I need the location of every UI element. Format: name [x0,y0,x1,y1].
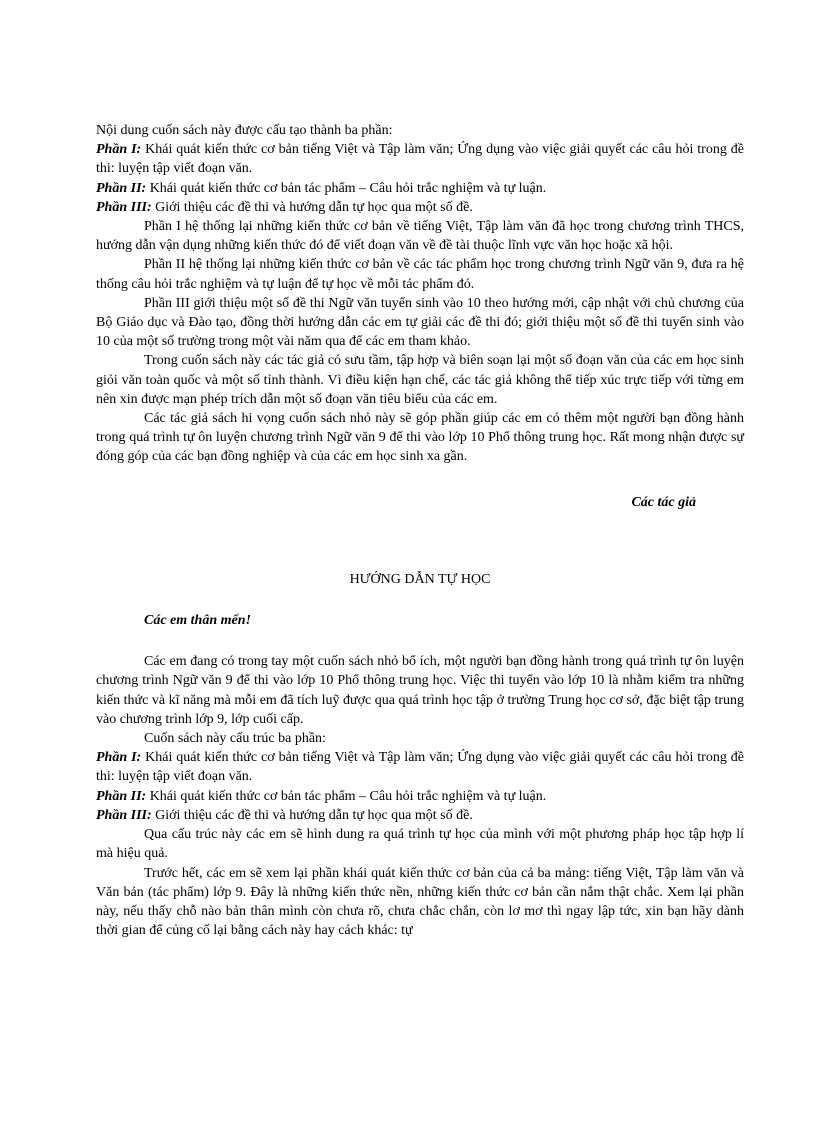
part-1-label: Phần I: [96,142,142,158]
part-1-text: Khái quát kiến thức cơ bản tiếng Việt và Tập làm văn; Ứng dụng vào việc giải quyết các câu hỏi trong đề thi: luyện tập viết đoạn văn. [96,142,745,177]
part-3-label-2: Phần III: [96,807,152,823]
part-3-line-2 [96,806,744,825]
part-1-line-2 [96,748,744,786]
part-3-text: Giới thiệu các đề thi và hướng dẫn tự học qua một số đề. [151,199,473,215]
paragraph: Phần I hệ thống lại những kiến thức cơ bản về tiếng Việt, Tập làm văn đã học trong chương trình THCS, hướng dẫn vận dụng những kiến thức đó để viết đoạn văn về đề tài thuộc lĩnh vực văn học hoặc xã hội. [96,219,744,254]
intro-line: Nội dung cuốn sách này được cấu tạo thành ba phần: [96,123,393,138]
part-3-text-2: Giới thiệu các đề thi và hướng dẫn tự học qua một số đề. [151,807,473,823]
paragraph: Phần III giới thiệu một số đề thi Ngữ văn tuyển sinh vào 10 theo hướng mới, cập nhật với chủ chương của Bộ Giáo dục và Đào tạo, đồng thời hướng dẫn các em tự giải các đề thi đó; giới thiệu một số đề thi tuyển sinh vào 10 của một số trường trong một vài năm qua để các em tham khảo. [96,295,744,350]
part-2-line-2 [96,787,744,806]
part-2-label-2: Phần II: [96,788,147,804]
paragraph: Phần II hệ thống lại những kiến thức cơ bản về các tác phẩm học trong chương trình Ngữ văn 9, đưa ra hệ thống câu hỏi trắc nghiệm và tự luận để tự học về mỗi tác phẩm đó. [96,257,744,292]
part-2-text-2: Khái quát kiến thức cơ bản tác phẩm – Câu hỏi trắc nghiệm và tự luận. [146,788,547,804]
part-2-text: Khái quát kiến thức cơ bản tác phẩm – Câu hỏi trắc nghiệm và tự luận. [146,180,547,196]
paragraph: Trước hết, các em sẽ xem lại phần khái quát kiến thức cơ bản của cả ba mảng: tiếng Việt, Tập làm văn và Văn bản (tác phẩm) lớp 9. Đây là những kiến thức nền, những kiến thức cơ bản cần nắm thật chắc. Xem lại phần này, nếu thấy chỗ nào bản thân mình còn chưa rõ, chưa chắc chắn, còn lơ mơ thì ngay lập tức, xin bạn hãy dành thời gian để củng cố lại bằng cách này hay cách khác: tự [96,865,744,939]
section-title: HƯỚNG DẪN TỰ HỌC [349,571,491,587]
paragraph: Các em đang có trong tay một cuốn sách nhỏ bổ ích, một người bạn đồng hành trong quá trình tự ôn luyện chương trình Ngữ văn 9 để thi vào lớp 10 Phổ thông trung học. Việc thi tuyển vào lớp 10 là nhằm kiểm tra những kiến thức và kĩ năng mà mỗi em đã tích luỹ được qua quá trình học tập ở trường Trung học cơ sở, đặc biệt tập trung vào chương trình lớp 9, lớp cuối cấp. [96,654,744,727]
part-1-line [96,140,744,178]
document-page [96,121,744,940]
paragraph: Trong cuốn sách này các tác giả có sưu tầm, tập hợp và biên soạn lại một số đoạn văn của các em học sinh giỏi văn toàn quốc và một số tỉnh thành. Vì điều kiện hạn chế, các tác giả không thể tiếp xúc trực tiếp với từng em nên xin được mạn phép trích dẫn một số đoạn văn tiêu biểu của các em. [96,353,744,407]
part-2-line [96,179,744,198]
paragraph: Các tác giả sách hi vọng cuốn sách nhỏ này sẽ góp phần giúp các em có thêm một người bạn đồng hành trong quá trình tự ôn luyện chương trình Ngữ văn 9 để thi vào lớp 10 Phổ thông trung học. Rất mong nhận được sự đóng góp của các bạn đồng nghiệp và của các em học sinh xa gần. [96,411,744,465]
part-1-text-2: Khái quát kiến thức cơ bản tiếng Việt và Tập làm văn; Ứng dụng vào việc giải quyết các câu hỏi trong đề thi: luyện tập viết đoạn văn. [96,750,745,785]
part-3-label: Phần III: [96,199,152,215]
part-3-line [96,198,744,217]
greeting: Các em thân mến! [144,613,251,629]
paragraph: Qua cấu trúc này các em sẽ hình dung ra quá trình tự học của mình với một phương pháp học tập hợp lí mà hiệu quả. [96,827,744,862]
part-2-label: Phần II: [96,180,147,196]
paragraph: Cuốn sách này cấu trúc ba phần: [144,731,326,747]
part-1-label-2: Phần I: [96,750,142,766]
signature: Các tác giả [631,494,696,510]
